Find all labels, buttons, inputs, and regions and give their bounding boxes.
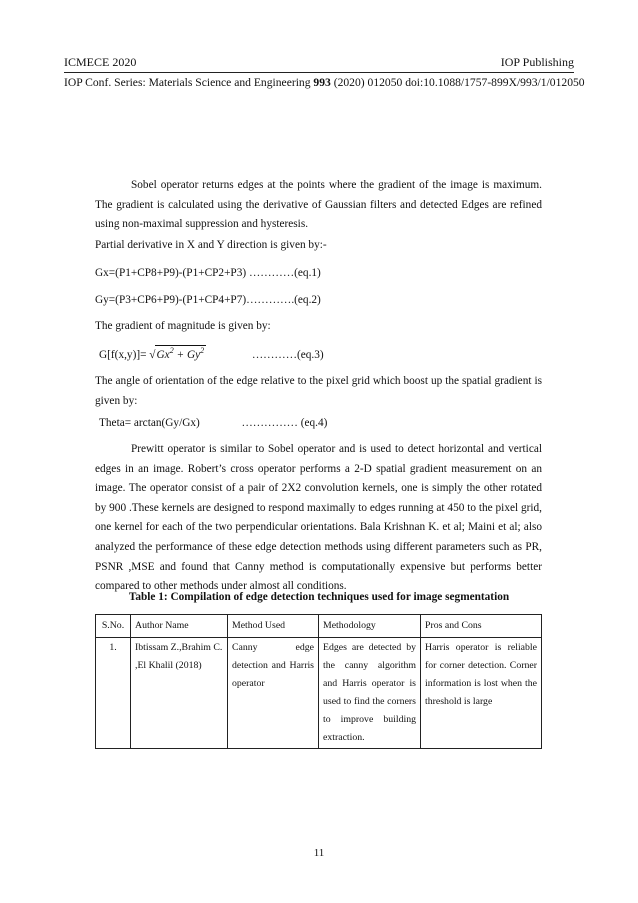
sobel-paragraph: Sobel operator returns edges at the points where the gradient of the image is maximum. The gradient is calculated using the derivative of Gaussian filters and detected Edges are refined using non-maximal suppression and hysteresis.	[95, 179, 542, 231]
publisher-name: IOP Publishing	[500, 55, 574, 69]
page-number: 11	[313, 847, 325, 859]
equation-g	[99, 345, 324, 361]
conference-name: ICMECE 2020	[64, 55, 137, 69]
cell-pros-cons: Harris operator is reliable for corner detection. Corner information is lost when the threshold is large	[421, 638, 542, 749]
angle-orientation-text: The angle of orientation of the edge relative to the pixel grid which boost up the spatial gradient is given by:	[95, 375, 542, 407]
equation-g-prefix: G[f(x,y)]=	[99, 348, 150, 361]
header-pros-cons: Pros and Cons	[421, 615, 542, 638]
sqrt-expression	[155, 345, 207, 361]
equation-gx: Gx=(P1+CP8+P9)-(P1+CP2+P3) …………(eq.1)	[95, 267, 321, 279]
edge-detection-table	[95, 614, 542, 749]
sqrt-plus: +	[173, 348, 187, 361]
equation-theta	[99, 417, 327, 429]
cell-sno: 1.	[96, 638, 131, 749]
table-row	[96, 638, 542, 749]
table-caption: Table 1: Compilation of edge detection techniques used for image segmentation	[128, 591, 510, 603]
header-method: Method Used	[228, 615, 319, 638]
gradient-magnitude-text: The gradient of magnitude is given by:	[95, 320, 271, 332]
exponent-a: 2	[169, 346, 174, 355]
theta-formula: Theta= arctan(Gy/Gx)	[99, 417, 200, 429]
series-suffix: (2020) 012050 doi:10.1088/1757-899X/993/1/012050	[330, 76, 585, 89]
exponent-b: 2	[200, 346, 205, 355]
partial-derivative-text: Partial derivative in X and Y direction is given by:-	[95, 239, 327, 251]
volume-number: 993	[313, 76, 331, 89]
header-author: Author Name	[131, 615, 228, 638]
header-rule	[64, 72, 574, 73]
header-sno: S.No.	[96, 615, 131, 638]
equation-g-number: …………(eq.3)	[251, 348, 324, 361]
theta-eq-number: …………… (eq.4)	[241, 417, 328, 429]
series-line	[64, 76, 585, 89]
sqrt-sign: √	[149, 348, 156, 361]
table-header-row	[96, 615, 542, 638]
equation-gy: Gy=(P3+CP6+P9)-(P1+CP4+P7)………….(eq.2)	[95, 294, 321, 306]
sqrt-term-b: Gy	[186, 348, 201, 361]
sqrt-term-a: Gx	[156, 348, 170, 361]
header-methodology: Methodology	[319, 615, 421, 638]
cell-method: Canny edge detection and Harris operator	[228, 638, 319, 749]
prewitt-paragraph: Prewitt operator is similar to Sobel operator and is used to detect horizontal and vertical edges in an image. Robert’s cross operator performs a 2-D spatial gradient measurement on an image. The operator consist of a pair of 2X2 convolution kernels, one is simply the other rotated by 900 .These kernels are designed to respond maximally to edges running at 450 to the pixel grid, one kernel for each of the two perpendicular orientations. Bala Krishnan K. et al; Maini et al; also analyzed the performance of these edge detection methods using different parameters such as PR, PSNR ,MSE and found that Canny method is computationally expensive but performs better compared to other methods under almost all conditions.	[95, 443, 542, 593]
cell-methodology: Edges are detected by the canny algorithm and Harris operator is used to find the corners to improve building extraction.	[319, 638, 421, 749]
running-header	[64, 55, 574, 70]
series-prefix: IOP Conf. Series: Materials Science and Engineering	[64, 76, 314, 89]
cell-author: Ibtissam Z.,Brahim C. ,El Khalil (2018)	[131, 638, 228, 749]
